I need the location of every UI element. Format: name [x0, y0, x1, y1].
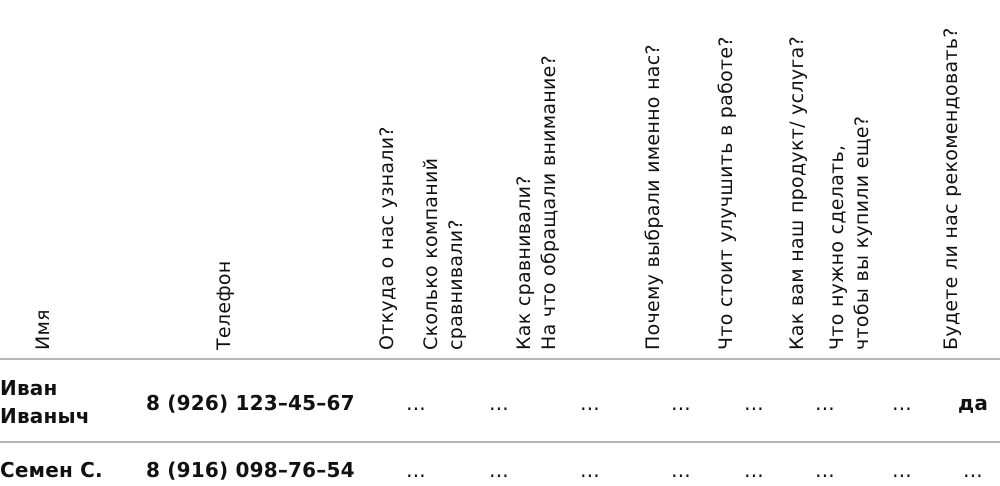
cell-answer: ... — [580, 391, 600, 415]
cell-answer: ... — [671, 391, 691, 415]
column-header-line: чтобы вы купили еще? — [851, 115, 873, 350]
column-header-line: Как вам наш продукт/ услуга? — [786, 35, 808, 350]
cell-phone: 8 (916) 098–76–54 — [146, 458, 355, 482]
column-header-line: Почему выбрали именно нас? — [642, 44, 664, 350]
column-header-line: Телефон — [213, 260, 235, 350]
cell-recommend: да — [957, 391, 989, 415]
column-header-line: На что обращали внимание? — [538, 54, 560, 350]
row-divider — [0, 441, 1000, 443]
cell-answer: ... — [406, 391, 426, 415]
cell-recommend: ... — [963, 458, 983, 482]
row-divider — [0, 358, 1000, 360]
cell-answer: ... — [671, 458, 691, 482]
name-line: Иван — [0, 376, 58, 400]
cell-answer: ... — [815, 458, 835, 482]
column-header-line: сравнивали? — [445, 219, 467, 350]
cell-answer: ... — [489, 391, 509, 415]
column-header-line: Имя — [32, 309, 54, 350]
name-line: Иваныч — [0, 404, 90, 428]
cell-phone: 8 (926) 123–45–67 — [146, 391, 355, 415]
column-header-line: Откуда о нас узнали? — [376, 126, 398, 350]
column-header-line: Будете ли нас рекомендовать? — [940, 27, 962, 350]
cell-answer: ... — [406, 458, 426, 482]
column-header-line: Что нужно сделать, — [826, 144, 848, 350]
column-header-line: Что стоит улучшить в работе? — [715, 36, 737, 350]
cell-name — [0, 456, 103, 484]
cell-answer: ... — [815, 391, 835, 415]
cell-answer: ... — [580, 458, 600, 482]
cell-answer: ... — [892, 458, 912, 482]
cell-answer: ... — [892, 391, 912, 415]
name-line: Семен С. — [0, 458, 103, 482]
cell-answer: ... — [489, 458, 509, 482]
cell-name — [0, 374, 90, 430]
cell-answer: ... — [744, 458, 764, 482]
column-header-line: Сколько компаний — [420, 157, 442, 350]
column-header-line: Как сравнивали? — [513, 175, 535, 350]
cell-answer: ... — [744, 391, 764, 415]
